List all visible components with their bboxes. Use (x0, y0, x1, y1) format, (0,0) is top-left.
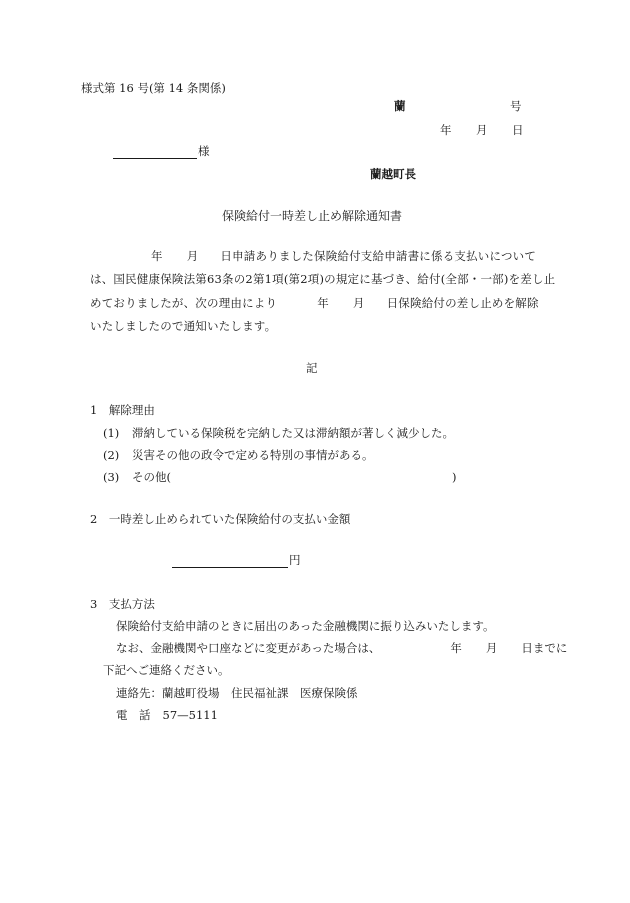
section3-line-2-start: なお、金融機関や口座などに変更があった場合は、 (116, 641, 381, 655)
section2-heading: 2 一時差し止められていた保険給付の支払い金額 (90, 512, 351, 526)
section3-line-2-year: 年 (450, 641, 462, 655)
intro-line-3-year: 年 (317, 296, 329, 310)
section3-line-2-month: 月 (485, 641, 498, 655)
intro-line-3-text: 日保険給付の差し止めを解除 (386, 296, 539, 310)
section1-item-2-text: 災害その他の政令で定める特別の事情がある。 (132, 448, 374, 462)
section1-item-2-num: (2) (103, 448, 120, 462)
date-year: 年 (440, 123, 452, 137)
date-day: 日 (512, 123, 524, 137)
form-id: 様式第 16 号(第 14 条関係) (81, 81, 226, 95)
intro-line-1 (151, 251, 536, 263)
section3-heading: 3 支払方法 (90, 597, 155, 611)
page-title: 保険給付一時差し止め解除通知書 (222, 209, 403, 223)
phone-row (116, 710, 218, 722)
number-suffix: 号 (510, 99, 522, 113)
section1-item-3-num: (3) (103, 470, 120, 484)
section3-line-2-end: 日までに (521, 641, 568, 655)
section3-line-3: 下記へご連絡ください。 (103, 663, 230, 677)
section1-item-1-text: 滞納している保険税を完納した又は滞納額が著しく減少した。 (132, 426, 454, 440)
intro-month: 月 (186, 249, 199, 263)
intro-line-3-start: めておりましたが、次の理由により (90, 296, 278, 310)
section1-item-3-close: ) (452, 470, 457, 484)
amount-unit: 円 (289, 553, 301, 567)
intro-line-2: は、国民健康保険法第63条の2第1項(第2項)の規定に基づき、給付(全部・一部)を差し止 (90, 272, 556, 286)
ki-heading: 記 (306, 361, 318, 375)
intro-line-3 (90, 298, 539, 310)
section1-item-1-num: (1) (103, 426, 120, 440)
section1-heading: 1 解除理由 (90, 403, 155, 417)
office-mark: 蘭 (394, 99, 406, 113)
section3-line-2 (116, 643, 567, 655)
addressee-blank (113, 158, 197, 159)
phone-number: 57—5111 (162, 708, 218, 722)
date-month: 月 (476, 123, 488, 137)
section1-item-3-text: その他( (132, 470, 171, 484)
section3-line-1: 保険給付支給申請のときに届出のあった金融機関に振り込みいたします。 (116, 619, 495, 633)
intro-line-4: いたしましたので通知いたします。 (90, 319, 277, 333)
intro-line-1-text: 日申請ありました保険給付支給申請書に係る支払いについて (220, 249, 537, 263)
intro-year: 年 (151, 249, 163, 263)
intro-line-3-month: 月 (352, 296, 365, 310)
amount-blank (172, 567, 288, 568)
sender: 蘭越町長 (370, 167, 416, 181)
addressee-suffix: 様 (198, 144, 210, 158)
phone-label: 電 話 (116, 708, 151, 722)
contact-info: 連絡先：蘭越町役場 住民福祉課 医療保険係 (116, 686, 358, 700)
